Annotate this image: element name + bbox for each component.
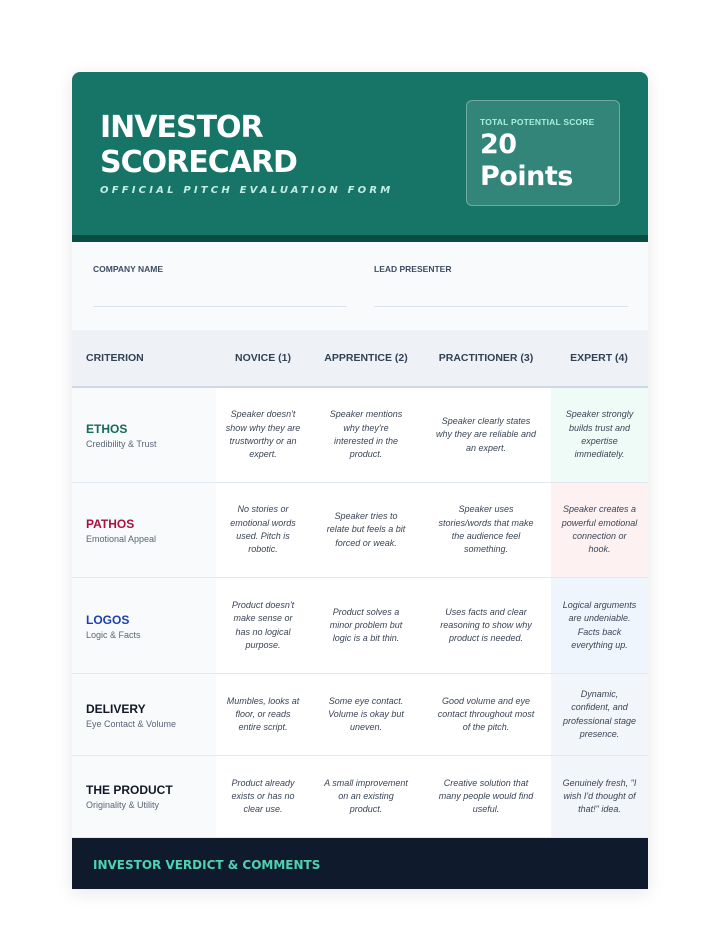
score-cell-expert[interactable] [551, 756, 648, 837]
company-name-input[interactable] [93, 306, 347, 307]
score-cell-practitioner[interactable] [422, 674, 550, 755]
score-cell-text: Speaker doesn't show why they are trustworthy or an expert. [225, 409, 301, 460]
score-cell-text: Speaker uses stories/words that make the audience feel something. [438, 504, 534, 555]
score-unit: Points [480, 161, 573, 192]
criterion-name: DELIVERY [86, 702, 146, 716]
score-cell-apprentice[interactable] [310, 756, 422, 837]
total-score-value [480, 129, 573, 193]
score-cell-apprentice[interactable] [310, 388, 422, 482]
score-cell-text: Some eye contact. Volume is okay but uneven. [328, 695, 404, 733]
company-name-label: COMPANY NAME [93, 264, 164, 274]
scorecard-card [72, 72, 648, 889]
score-cell-apprentice[interactable] [310, 578, 422, 673]
score-cell-practitioner[interactable] [422, 578, 550, 673]
score-cell-text: Creative solution that many people would find useful. [438, 777, 534, 815]
score-cell-text: Speaker mentions why they're interested in the product. [329, 409, 403, 460]
header-apprentice: APPRENTICE (2) [324, 351, 408, 364]
score-cell-text: Mumbles, looks at floor, or reads entire script. [226, 695, 300, 733]
score-cell-expert[interactable] [551, 388, 648, 482]
table-header [72, 330, 648, 388]
score-cell-novice[interactable] [216, 756, 310, 837]
score-cell-text: Speaker tries to relate but feels a bit forced or weak. [326, 511, 406, 548]
score-cell-apprentice[interactable] [310, 483, 422, 577]
title-line-2: SCORECARD [100, 145, 297, 180]
header-expert: EXPERT (4) [570, 351, 628, 364]
score-cell-text: Product doesn't make sense or has no logical purpose. [231, 599, 295, 650]
score-number: 20 [480, 129, 517, 160]
score-cell-expert[interactable] [551, 674, 648, 755]
table-row [72, 756, 648, 838]
criterion-name: PATHOS [86, 517, 135, 531]
criterion-cell [72, 483, 216, 577]
page-title [100, 110, 297, 180]
verdict-title: INVESTOR VERDICT & COMMENTS [93, 858, 321, 872]
header-banner [72, 72, 648, 235]
score-cell-text: Speaker clearly states why they are reliable and an expert. [435, 416, 537, 453]
criterion-cell [72, 674, 216, 755]
header-divider [72, 235, 648, 242]
lead-presenter-input[interactable] [374, 306, 628, 307]
total-score-label: TOTAL POTENTIAL SCORE [480, 117, 595, 127]
score-cell-text: Good volume and eye contact throughout most of the pitch. [437, 695, 535, 733]
criterion-subtitle: Eye Contact & Volume [86, 719, 177, 729]
criterion-subtitle: Logic & Facts [86, 630, 141, 640]
score-cell-novice[interactable] [216, 388, 310, 482]
title-line-1: INVESTOR [100, 110, 263, 145]
score-cell-practitioner[interactable] [422, 483, 550, 577]
lead-presenter-label: LEAD PRESENTER [374, 264, 452, 274]
header-novice: NOVICE (1) [234, 351, 291, 364]
score-cell-novice[interactable] [216, 483, 310, 577]
page-subtitle: OFFICIAL PITCH EVALUATION FORM [100, 185, 394, 196]
verdict-footer [72, 838, 648, 889]
score-cell-novice[interactable] [216, 578, 310, 673]
score-cell-text: Product already exists or has no clear use. [231, 777, 295, 815]
score-cell-text: A small improvement on an existing product. [324, 777, 408, 815]
criterion-name: ETHOS [86, 422, 128, 436]
criterion-subtitle: Originality & Utility [86, 800, 160, 810]
score-cell-novice[interactable] [216, 674, 310, 755]
score-cell-text: Speaker strongly builds trust and expertise immediately. [565, 409, 634, 460]
criterion-subtitle: Emotional Appeal [86, 534, 157, 544]
table-row [72, 483, 648, 578]
table-row [72, 578, 648, 674]
score-cell-text: Speaker creates a powerful emotional connection or hook. [561, 504, 638, 555]
criterion-cell [72, 388, 216, 482]
header-criterion: CRITERION [86, 351, 144, 364]
score-cell-text: Dynamic, confident, and professional stage presence. [562, 688, 637, 739]
info-fields [72, 242, 648, 330]
score-cell-practitioner[interactable] [422, 388, 550, 482]
score-cell-expert[interactable] [551, 578, 648, 673]
table-row [72, 388, 648, 483]
score-cell-text: No stories or emotional words used. Pitch is robotic. [230, 504, 296, 555]
score-cell-text: Genuinely fresh, "I wish I'd thought of that!" idea. [562, 777, 637, 815]
criterion-subtitle: Credibility & Trust [86, 439, 157, 449]
header-practitioner: PRACTITIONER (3) [438, 351, 534, 364]
score-cell-practitioner[interactable] [422, 756, 550, 837]
score-cell-text: Product solves a minor problem but logic is a bit thin. [329, 606, 403, 644]
table-row [72, 674, 648, 756]
score-cell-expert[interactable] [551, 483, 648, 577]
score-cell-apprentice[interactable] [310, 674, 422, 755]
criterion-name: THE PRODUCT [86, 783, 173, 797]
criterion-name: LOGOS [86, 613, 130, 627]
criterion-cell [72, 756, 216, 837]
score-cell-text: Logical arguments are undeniable. Facts back everything up. [562, 599, 637, 650]
total-score-box [466, 100, 620, 206]
score-cell-text: Uses facts and clear reasoning to show why product is needed. [440, 606, 532, 644]
criterion-cell [72, 578, 216, 673]
